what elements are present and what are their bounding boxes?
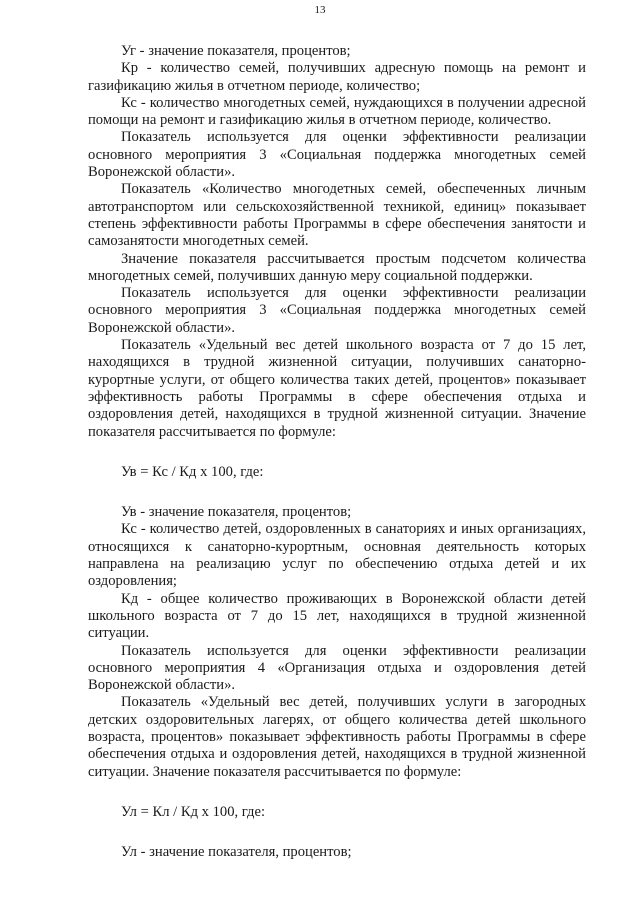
paragraph: Ул - значение показателя, процентов;	[121, 844, 352, 861]
paragraph: Кр - количество семей, получивших адресную помощь на ремонт и газификацию жилья в отчетном периоде, количество;	[88, 60, 586, 94]
paragraph: Показатель используется для оценки эффективности реализации основного мероприятия 3 «Социальная поддержка многодетных семей Воронежской области».	[88, 285, 586, 336]
paragraph: Показатель используется для оценки эффективности реализации основного мероприятия 3 «Социальная поддержка многодетных семей Воронежской области».	[88, 129, 586, 181]
paragraph: Ув - значение показателя, процентов;	[121, 504, 352, 521]
paragraph: Кс - количество многодетных семей, нуждающихся в получении адресной помощи на ремонт и газификацию жилья в отчетном периоде, количество.	[88, 94, 586, 129]
paragraph: Показатель используется для оценки эффективности реализации основного мероприятия 4 «Организация отдыха и оздоровления детей Воронежской области».	[88, 642, 586, 694]
paragraph: Кд - общее количество проживающих в Воронежской области детей школьного возраста от 7 до 15 лет, находящихся в трудной жизненной ситуации.	[88, 590, 586, 642]
formula: Ул = Кл / Кд x 100, где:	[121, 803, 266, 820]
page-number: 13	[314, 4, 326, 16]
paragraph: Показатель «Количество многодетных семей, обеспеченных личным автотранспортом или сельскохозяйственной техникой, единиц» показывает степень эффективности работы Программы в сфере обеспечения занятости и самозанятости многодетных семей.	[88, 181, 586, 250]
document-body	[88, 43, 586, 861]
paragraph: Уг - значение показателя, процентов;	[121, 43, 351, 59]
paragraph: Показатель «Удельный вес детей школьного возраста от 7 до 15 лет, находящихся в трудной жизненной ситуации, получивших санаторно-курортные услуги, от общего количества таких детей, процентов» показывает эффективность работы Программы в сфере обеспечения отдыха и оздоровления детей, находящихся в трудной жизненной ситуации. Значение показателя рассчитывается по формуле:	[88, 337, 586, 440]
paragraph: Показатель «Удельный вес детей, получивших услуги в загородных детских оздоровительных лагерях, от общего количества детей школьного возраста, процентов» показывает эффективность работы Программы в сфере обеспечения отдыха и оздоровления детей, находящихся в трудной жизненной ситуации. Значение показателя рассчитывается по формуле:	[88, 694, 586, 780]
formula: Ув = Кс / Кд x 100, где:	[121, 463, 264, 480]
paragraph: Значение показателя рассчитывается простым подсчетом количества многодетных семей, получивших данную меру социальной поддержки.	[88, 250, 586, 284]
paragraph: Кс - количество детей, оздоровленных в санаториях и иных организациях, относящихся к санаторно-курортным, основная деятельность которых направлена на реализацию услуг по обеспечению отдыха детей и их оздоровления;	[88, 521, 586, 590]
